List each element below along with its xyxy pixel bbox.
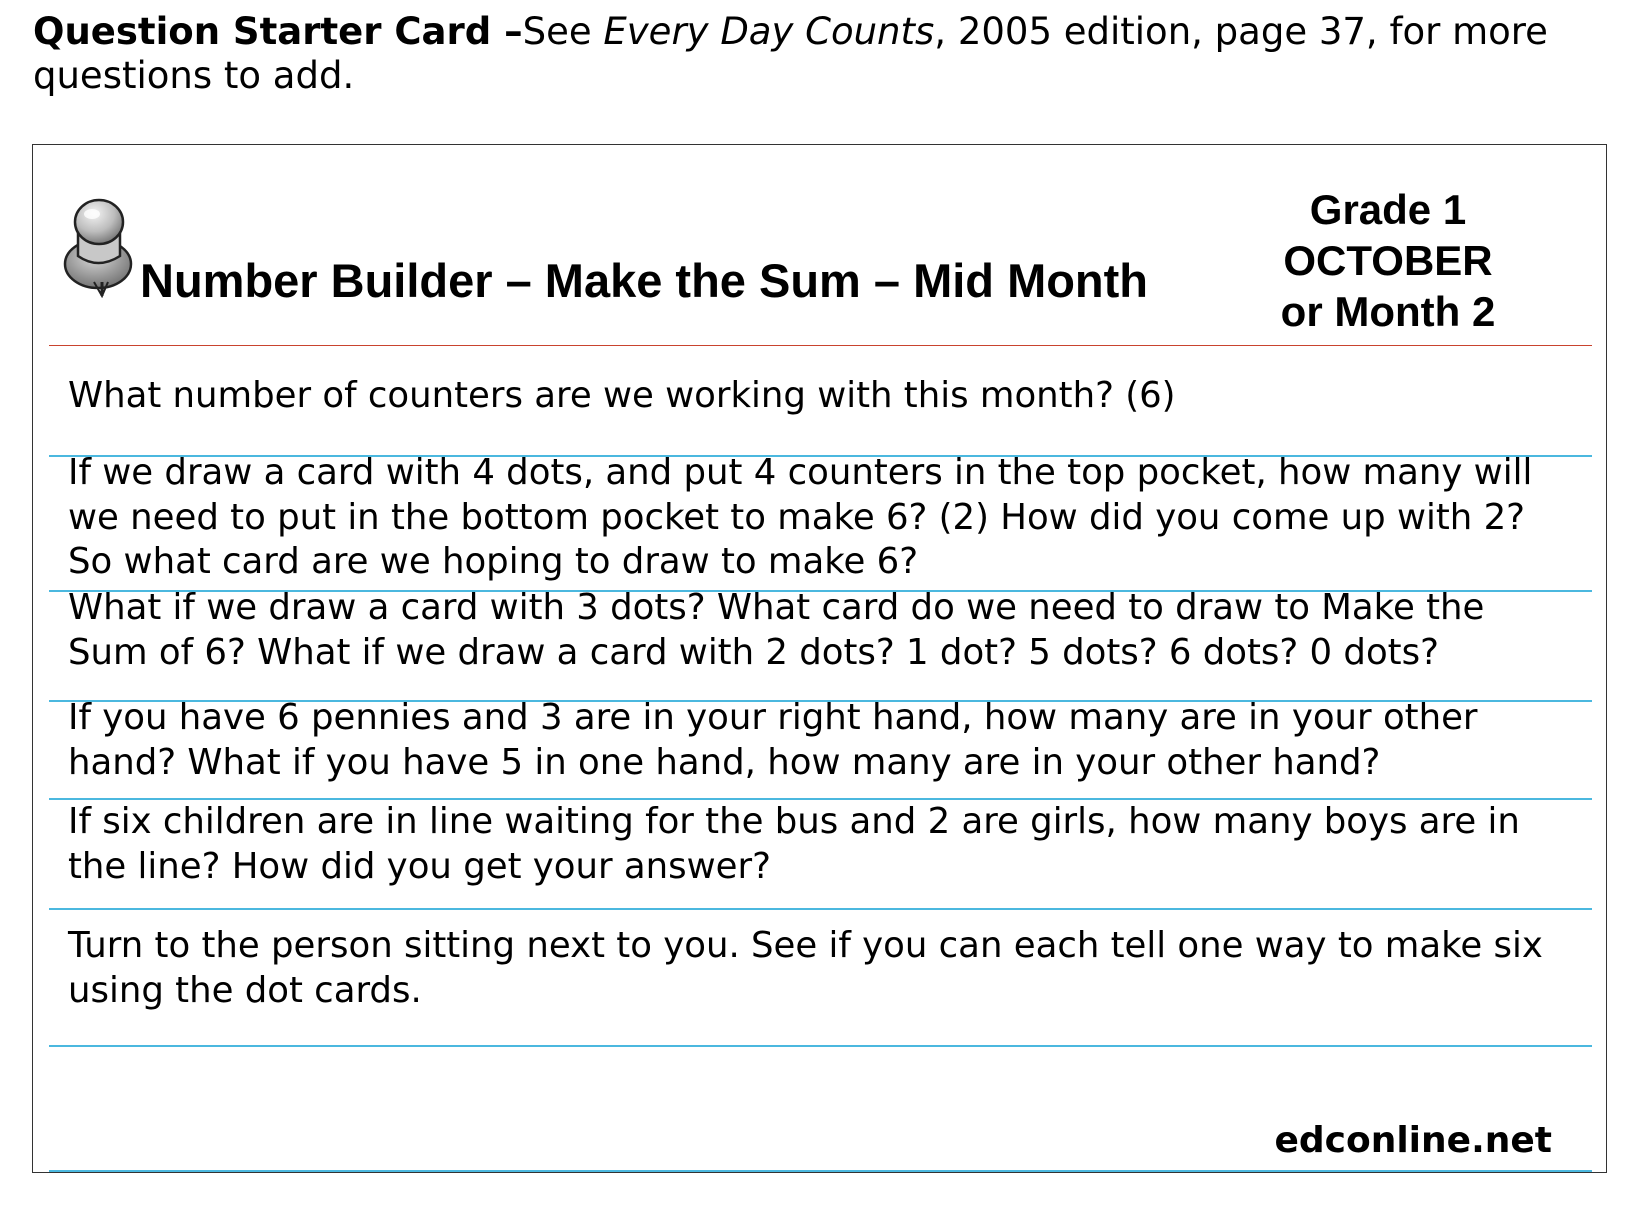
card-bottom-rule (49, 1170, 1592, 1172)
header-divider (49, 345, 1592, 346)
row-divider (49, 908, 1592, 910)
grade-month-label (1275, 184, 1501, 337)
card-title: Number Builder – Make the Sum – Mid Month (140, 254, 1148, 307)
intro-bold-lead: Question Starter Card – (33, 10, 523, 53)
question-2: If we draw a card with 4 dots, and put 4 counters in the top pocket, how many will we need to put in the bottom pocket to make 6? (2) How did you come up with 2? So what card are we hoping to draw to make 6? (68, 452, 1533, 582)
pushpin-icon (62, 196, 144, 298)
row-divider (49, 1045, 1592, 1047)
question-5: If six children are in line waiting for the bus and 2 are girls, how many boys are in the line? How did you get your answer? (68, 801, 1520, 887)
intro-book-title: Every Day Counts (603, 10, 935, 53)
question-1: What number of counters are we working with this month? (6) (68, 375, 1176, 416)
grade-line: Grade 1 (1309, 186, 1467, 233)
month-line: OCTOBER (1283, 237, 1493, 284)
question-card (32, 144, 1607, 1173)
question-4: If you have 6 pennies and 3 are in your right hand, how many are in your other hand? What if you have 5 in one hand, how many are in your other hand? (68, 697, 1478, 783)
footer-website: edconline.net (1274, 1120, 1552, 1161)
intro-rest: , 2005 edition, page 37, for more questions to add. (33, 10, 1548, 97)
intro-see: See (522, 10, 604, 53)
question-3: What if we draw a card with 3 dots? What card do we need to draw to Make the Sum of 6? What if we draw a card with 2 dots? 1 dot? 5 dots? 6 dots? 0 dots? (68, 587, 1485, 673)
intro-text (33, 10, 1613, 98)
month-number-line: or Month 2 (1280, 288, 1496, 335)
question-6: Turn to the person sitting next to you. See if you can each tell one way to make six using the dot cards. (68, 925, 1543, 1011)
